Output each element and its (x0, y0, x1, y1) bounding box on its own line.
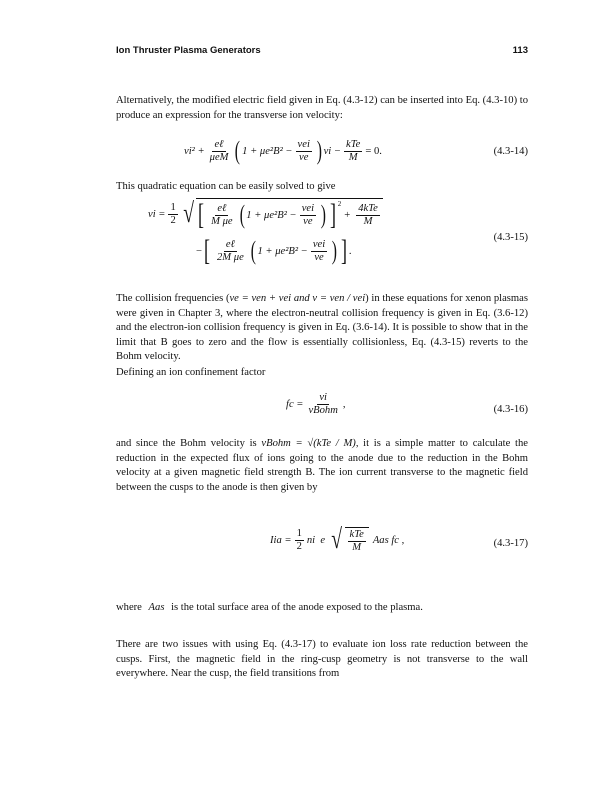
running-header-title: Ion Thruster Plasma Generators (116, 45, 261, 56)
p3-text-a: The collision frequencies ( (116, 293, 230, 304)
eq14-frac1-den: μeM (209, 151, 229, 163)
paragraph-quadratic: This quadratic equation can be easily solved to give (116, 181, 336, 192)
equation-4-3-16 (116, 392, 528, 426)
eq14-frac2-den: νe (299, 151, 309, 163)
eq14-inner: 1 + μe²B² − (242, 145, 293, 157)
eq15-half-num: 1 (170, 201, 176, 213)
eq15-inner-2: 1 + μe²B² − (257, 245, 308, 257)
eq14-frac3-den: M (348, 151, 358, 163)
paragraph-issues: There are two issues with using Eq. (4.3-17) to evaluate ion loss rate reduction between the cusps. First, the magnetic field in the ring-cusp geometry is not transverse to the wall everywhere. Near the cusp, the field transitions from (116, 639, 528, 680)
eq14-mid: vi − (323, 145, 342, 157)
equation-number: (4.3-15) (493, 232, 528, 243)
eq17-den: M (352, 541, 362, 553)
p6-text-b: is the total surface area of the anode exposed to the plasma. (171, 602, 423, 613)
eq15-square: 2 (337, 200, 342, 208)
eq16-den: vBohm (308, 405, 338, 416)
equation-4-3-15: vi = $\frac{1}{2}$ √ [ $\frac{\text{eℓ}}{\text{M μe}}$ ( 1 + μe²B² − $\frac{\text{νei}}{\nu e}$ ) ] $^2$ + $\frac{\text{4kTe}}{M}$ − [ $\frac{\text{eℓ}}{\text{2M μe}}$ ( 1 + μe²B² − $\frac{\text{νei}}{\nu e}$ ) ] . (4.3-15) (148, 198, 528, 267)
eq14-frac1-num: eℓ (214, 138, 224, 150)
sqrt-icon: √ (331, 524, 343, 555)
eq15-frac1-den: M μe (211, 215, 233, 227)
eq16-end: , (342, 399, 346, 410)
eq16-num: vi (319, 392, 327, 403)
eq17-lhs: Iia = (270, 534, 292, 546)
paragraph-intro: Alternatively, the modified electric field given in Eq. (4.3-12) can be inserted into Eq. (4.3-10) to produce an expression for the transverse ion velocity: (116, 95, 528, 121)
equation-number: (4.3-14) (493, 146, 528, 157)
p3-text-b: ) in these equations for xenon plasmas were given in Chapter 3, where the electron-neutral collision frequency is given in Eq. (3.6-12) and the electron-ion collision frequency is given in Eq. (3.6-14). It is possible to show that in the limit that B goes to zero and the flow is essentially collisionless, Eq. (4.3-15) reverts to the Bohm velocity. (116, 293, 528, 363)
p5-inline-math: vBohm = √(kTe / M) (261, 438, 356, 449)
eq14-rhs: = 0. (365, 145, 382, 157)
p6-symbol: Aas (148, 602, 165, 613)
paragraph-bohm (116, 437, 528, 495)
eq15-frac4-den: 2M μe (216, 251, 244, 263)
eq15-frac3-den: M (363, 215, 373, 227)
eq15-end: . (348, 245, 352, 257)
eq15-frac4-num: eℓ (225, 238, 235, 250)
equation-4-3-17 (116, 524, 528, 564)
sqrt-icon: √ (183, 198, 194, 229)
eq15-inner: 1 + μe²B² − (246, 209, 297, 221)
p6-text-a: where (116, 602, 142, 613)
p5-text-a: and since the Bohm velocity is (116, 438, 257, 449)
p5-text-b: , it is a simple matter to calculate the reduction in the expected flux of ions going to the anode due to the reduction in the Bohm velocity at a given magnetic field strength B. The ion current transverse to the magnetic field between the cusps to the anode is then given by (116, 438, 528, 493)
eq15-plus: + (344, 209, 351, 221)
p3-inline-math: νe = νen + νei and ν = νen / νei (229, 293, 366, 304)
paragraph-defining: Defining an ion confinement factor (116, 367, 266, 378)
eq15-frac5-num: νei (312, 238, 326, 250)
eq17-num: kTe (349, 528, 364, 540)
equation-number: (4.3-16) (493, 404, 528, 415)
paragraph-where (116, 601, 528, 616)
eq15-half-den: 2 (170, 214, 176, 226)
eq14-lhs: vi² + (184, 145, 205, 157)
eq15-lhs: vi = (148, 208, 166, 220)
eq15-frac1-num: eℓ (217, 202, 227, 214)
eq17-mid: ni e (306, 534, 326, 546)
eq17-rhs: Aas fc , (372, 534, 405, 546)
paragraph-collision (116, 292, 528, 365)
page-number: 113 (512, 45, 528, 56)
equation-4-3-14: vi² + $\frac{\text{eℓ}}{\text{μeM}}$ ( 1 + μe²B² − $\frac{\text{νei}}{\nu e}$ ) vi − $\frac{\text{kTe}}{M}$ = 0. (4.3-14) (184, 136, 528, 165)
eq16-lhs: fc = (286, 399, 304, 410)
eq15-frac5-den: νe (314, 251, 324, 263)
equation-number: (4.3-17) (493, 538, 528, 549)
eq17-half-num: 1 (296, 527, 302, 539)
eq14-frac2-num: νei (297, 138, 310, 150)
eq15-frac2-num: νei (301, 202, 315, 214)
eq15-minus: − (196, 245, 202, 257)
eq17-half-den: 2 (296, 540, 302, 552)
eq14-frac3-num: kTe (346, 138, 361, 150)
eq15-frac2-den: νe (303, 215, 313, 227)
eq15-frac3-num: 4kTe (358, 202, 378, 214)
